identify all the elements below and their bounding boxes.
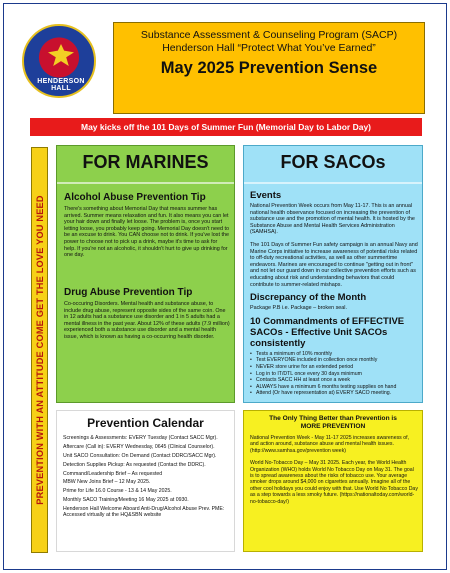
drug-tip-section (64, 287, 230, 341)
header-box (113, 22, 425, 114)
page-title: May 2025 Prevention Sense (160, 59, 378, 77)
events-body-2: The 101 Days of Summer Fun safety campaign is an annual Navy and Marine Corps initiative to increase awareness of potential risks related to off-duty recreational activities, as well as other summertime endeavors. Marines are encouraged to continue "getting out in front" and not let our guard down in our collective prevention efforts such as educating about risk and understanding behaviors that could contribute to summer-related mishaps. (250, 241, 418, 288)
calendar-item: Monthly SACO Training/Meeting 16 May 2025 at 0930. (63, 497, 189, 504)
eagle-emblem-icon (48, 44, 74, 66)
logo-text: HENDERSON HALL (37, 78, 85, 92)
events-title: Events (250, 190, 282, 201)
more-prevention-heading-2: MORE PREVENTION (300, 422, 366, 430)
sacos-panel (243, 145, 423, 403)
marines-panel (56, 145, 235, 403)
side-slogan-bar (31, 147, 48, 553)
list-item: • NEVER store urine for an extended period (250, 364, 418, 371)
calendar-item: Unit SACO Consultation: On Demand (Contact DDRC/SACC Mgr). (63, 452, 217, 459)
henderson-hall-logo (22, 24, 96, 98)
sacos-heading: FOR SACOs (280, 152, 386, 172)
list-item: • Attend (Or have representation at) EVERY SACO meeting. (250, 390, 418, 397)
marines-divider (57, 182, 234, 184)
alcohol-tip-title: Alcohol Abuse Prevention Tip (64, 192, 206, 203)
calendar-item: Aftercare (Call in): EVERY Wednesday, 0645 (Clinical Counselor). (63, 443, 215, 450)
more-prevention-body (250, 435, 418, 505)
discrepancy-title: Discrepancy of the Month (250, 292, 367, 304)
calendar-item: Command/Leadership Brief – As requested (63, 470, 163, 477)
alcohol-tip-body: There's something about Memorial Day that means summer has arrived. Summer means relaxation and fun. It also means you can let your hair down and finally let loose. The problem is, once you start letting loose, you probably keep going. Memorial Day doesn't need to be an excuse to drink. You CAN choose not to drink. If you've lost the power to choose not to pick up a drink, maybe it's time to ask for help. If you're not an alcoholic, it shouldn't hurt to give up drinking for one day. (64, 206, 229, 259)
list-item: • ALWAYS have a minimum 6 months testing supplies on hand (250, 384, 418, 391)
commandments-list (250, 351, 418, 397)
calendar-item: MBW New Joins Brief – 12 May 2025. (63, 479, 151, 486)
calendar-item: Screenings & Assessments: EVERY Tuesday (Contact SACC Mgr). (63, 435, 218, 441)
program-name: Substance Assessment & Counseling Program (SACP) (140, 29, 398, 41)
no-tobacco-day-paragraph: World No-Tobacco Day – May 31 2025. Each year, the World Health Organization (WHO) holds World No Tobacco Day on May 31. The goal is to spread awareness about the risks of tobacco use. Your average smoker drops around $4,000 on cigarettes annually. Imagine all of the other cool holidays you could enjoy with that. Use World No Tobacco Day as a step towards a less smoky future. (https://nationaltoday.com/world-no-tobacco-day/) (250, 460, 418, 505)
sacos-divider (244, 182, 422, 184)
alcohol-tip-section (64, 192, 230, 259)
summer-banner: May kicks off the 101 Days of Summer Fun (Memorial Day to Labor Day) (30, 118, 422, 136)
side-slogan-text: PREVENTION WITH AN ATTITUDE COME GET THE LOVE YOU NEED (34, 195, 45, 505)
list-item: • Log in to IT/DTL once every 30 days minimum (250, 371, 418, 378)
calendar-item: Detection Supplies Pickup: As requested (Contact the DDRC). (63, 461, 206, 468)
discrepancy-body: Package P.B i.e. Package – broken seal. (250, 305, 347, 312)
calendar-list (63, 435, 231, 521)
calendar-item: Prime for Life 16.0 Course - 13 & 14 May 2025. (63, 488, 172, 495)
more-prevention-heading-1: The Only Thing Better than Prevention is (269, 415, 397, 422)
program-motto: Henderson Hall “Protect What You’ve Earned” (162, 42, 376, 54)
calendar-item: Henderson Hall Welcome Aboard Anti-Drug/Alcohol Abuse Prev. PME: Accessed virtually at the HQ&SBN website (63, 506, 225, 519)
prevention-calendar (56, 410, 235, 552)
more-prevention-box (243, 410, 423, 552)
drug-tip-body: Co-occuring Disorders. Mental health and substance abuse, to include drug abuse, represent opposite sides of the same coin. One in 12 adults had a substance use disorder and 1 in 5 adults had a mental illness in the past year. About 12% of these adults (7.9 million) experienced both a substance use disorder and a mental health issue, which is known as having a co-occurring health disorder. (64, 301, 230, 340)
commandments-title: 10 Commandments of EFFECTIVE SACOs - Effective Unit SACOs consistently (250, 315, 405, 349)
list-item: • Tests a minimum of 10% monthly (250, 351, 418, 358)
list-item: • Contacts SACC HH at least once a week (250, 377, 418, 384)
drug-tip-title: Drug Abuse Prevention Tip (64, 287, 193, 298)
list-item: • Test EVERYONE included in collection once monthly (250, 357, 418, 364)
prevention-week-paragraph: National Prevention Week - May 11-17 2025 increases awareness of, and action around, substance abuse and mental health issues. (http://www.samhsa.gov/prevention week) (250, 435, 409, 454)
marines-heading: FOR MARINES (82, 152, 209, 172)
events-body-1: National Prevention Week occurs from May 11-17. This is an annual national health observance focused on increasing the prevention of substance use and the promotion of mental health. It is hosted by the Substance Abuse and Mental Health Services Administration (SAMHSA). (250, 203, 415, 236)
calendar-heading: Prevention Calendar (87, 416, 204, 430)
more-prevention-heading (244, 415, 422, 430)
sacos-body (250, 190, 418, 397)
